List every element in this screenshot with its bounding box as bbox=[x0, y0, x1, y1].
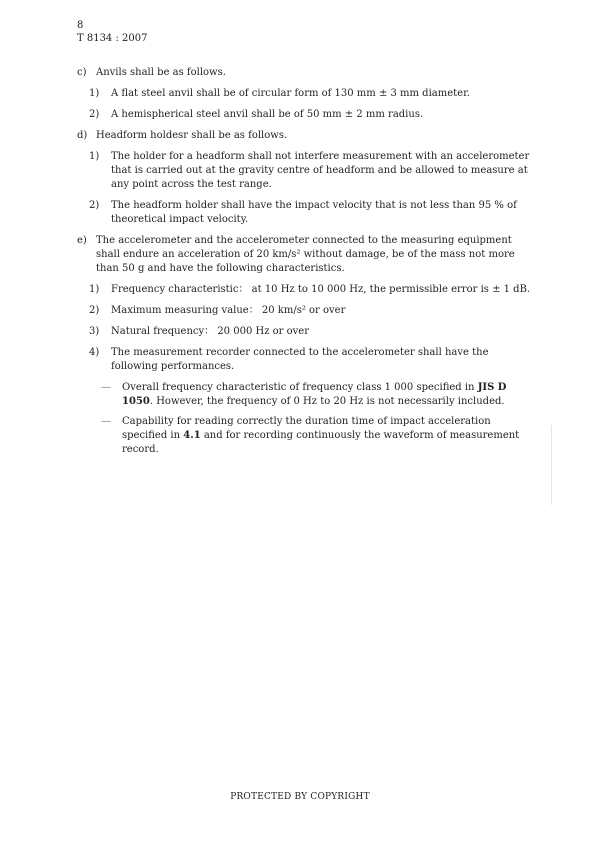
subclause-label: 1) bbox=[89, 151, 100, 162]
page-header bbox=[77, 19, 147, 45]
subclause-text: The headform holder shall have the impact velocity that is not less than 95 % of theoretical impact velocity. bbox=[111, 200, 517, 225]
clause-e-2 bbox=[77, 304, 537, 318]
subclause-text: A flat steel anvil shall be of circular form of 130 mm ± 3 mm diameter. bbox=[111, 88, 470, 99]
clause-c-2 bbox=[77, 108, 537, 122]
dash-item-2 bbox=[77, 415, 537, 457]
subclause-label: 3) bbox=[89, 326, 100, 337]
dash-label: — bbox=[101, 416, 111, 427]
dash-text-before: Overall frequency characteristic of frequency class 1 000 specified in bbox=[122, 382, 478, 393]
dash-text bbox=[122, 381, 537, 409]
dash-label: — bbox=[101, 382, 111, 393]
subclause-label: 2) bbox=[89, 305, 100, 316]
margin-mark bbox=[551, 425, 552, 505]
dash-reference: JIS D 1050 bbox=[122, 382, 507, 407]
clause-e-4 bbox=[77, 346, 537, 374]
clause-text: The accelerometer and the accelerometer connected to the measuring equipment shall endure an acceleration of 20 km/s² without damage, be of the mass not more than 50 g and have the following characteristics. bbox=[96, 235, 515, 274]
clause-label: e) bbox=[77, 235, 87, 246]
subclause-label: 2) bbox=[89, 109, 100, 120]
subclause-text: Natural frequency： 20 000 Hz or over bbox=[111, 326, 310, 337]
subclause-text: Frequency characteristic： at 10 Hz to 10 000 Hz, the permissible error is ± 1 dB. bbox=[111, 284, 531, 295]
clause-text: Headform holdesr shall be as follows. bbox=[96, 130, 288, 141]
clause-d-1 bbox=[77, 150, 537, 192]
clause-e-1 bbox=[77, 283, 537, 297]
page-number: 8 bbox=[77, 20, 84, 31]
clause-e-3 bbox=[77, 325, 537, 339]
subclause-text: The holder for a headform shall not interfere measurement with an accelerometer that is carried out at the gravity centre of headform and be allowed to measure at any point across the test range. bbox=[111, 151, 530, 190]
subclause-label: 4) bbox=[89, 347, 100, 358]
copyright-footer: PROTECTED BY COPYRIGHT bbox=[230, 792, 370, 802]
subclause-label: 2) bbox=[89, 200, 100, 211]
dash-item-1 bbox=[77, 381, 537, 409]
dash-reference: 4.1 bbox=[183, 430, 201, 441]
dash-text bbox=[122, 415, 537, 457]
subclause-label: 1) bbox=[89, 284, 100, 295]
subclause-label: 1) bbox=[89, 88, 100, 99]
dash-text-after: and for recording continuously the waveform of measurement record. bbox=[122, 430, 520, 455]
dash-text-after: . However, the frequency of 0 Hz to 20 Hz is not necessarily included. bbox=[149, 396, 505, 407]
clause-c-1 bbox=[77, 87, 537, 101]
dash-text-before: Capability for reading correctly the duration time of impact acceleration specified in bbox=[122, 416, 491, 441]
subclause-text: A hemispherical steel anvil shall be of 50 mm ± 2 mm radius. bbox=[111, 109, 424, 120]
clause-e bbox=[77, 234, 537, 276]
clause-text: Anvils shall be as follows. bbox=[96, 67, 226, 78]
clause-label: d) bbox=[77, 130, 88, 141]
subclause-text: Maximum measuring value： 20 km/s² or over bbox=[111, 305, 346, 316]
clause-label: c) bbox=[77, 67, 87, 78]
standard-id: T 8134 : 2007 bbox=[77, 33, 148, 44]
clause-d bbox=[77, 129, 537, 143]
subclause-text: The measurement recorder connected to the accelerometer shall have the following performances. bbox=[111, 347, 489, 372]
clause-c bbox=[77, 66, 537, 80]
clause-d-2 bbox=[77, 199, 537, 227]
document-body bbox=[77, 66, 537, 463]
